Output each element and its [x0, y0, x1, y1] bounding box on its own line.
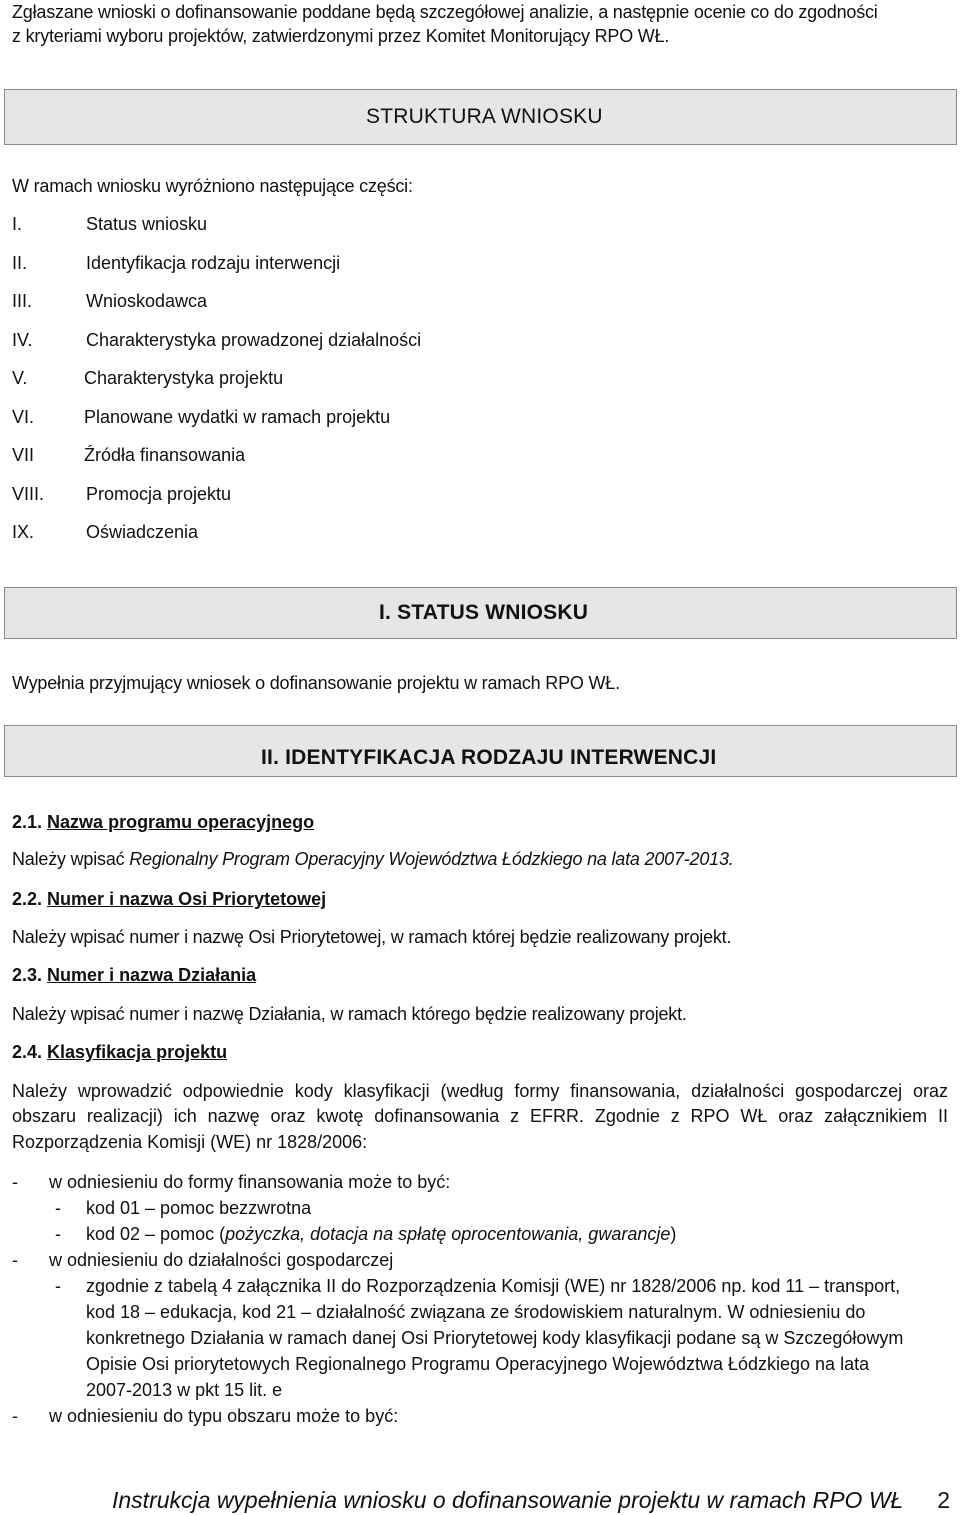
subsection-2-1-text [12, 847, 734, 872]
toc-number: VI. [12, 407, 35, 427]
text-italic: pożyczka, dotacja na spłatę oprocentowania, gwarancje [225, 1224, 671, 1244]
toc-number: VII [12, 445, 35, 465]
list-dash: - [12, 1250, 18, 1270]
structure-heading: STRUKTURA WNIOSKU [366, 105, 603, 128]
section-header-identification [4, 725, 957, 777]
subsection-title: Nazwa programu operacyjnego [47, 812, 315, 832]
toc-number: IV. [12, 330, 33, 350]
section-header-status [4, 587, 957, 639]
subsection-title: Numer i nazwa Działania [47, 965, 257, 985]
structure-lead: W ramach wniosku wyróżniono następujące części: [12, 176, 413, 196]
toc-label: Wnioskodawca [86, 291, 208, 311]
toc-number: V. [12, 368, 28, 388]
list-item-text: w odniesieniu do działalności gospodarczej [49, 1250, 394, 1270]
toc-label: Źródła finansowania [84, 445, 246, 465]
subsection-2-2-text: Należy wpisać numer i nazwę Osi Priorytetowej, w ramach której będzie realizowany projekt. [12, 927, 732, 947]
subsection-2-4-heading [12, 1040, 227, 1064]
toc-number: I. [12, 214, 23, 234]
toc-number: IX. [12, 522, 35, 542]
list-item-text-line: kod 18 – edukacja, kod 21 – działalność związana ze środowiskiem naturalnym. W odniesieniu do [86, 1302, 866, 1322]
intro-line-2: z kryteriami wyboru projektów, zatwierdzonymi przez Komitet Monitorujący RPO WŁ. [12, 26, 670, 46]
classification-paragraph-line-3: Rozporządzenia Komisji (WE) nr 1828/2006: [12, 1132, 368, 1152]
toc-label: Promocja projektu [86, 484, 232, 504]
toc-number: II. [12, 253, 28, 273]
toc-number: III. [12, 291, 33, 311]
toc-number: VIII. [12, 484, 45, 504]
list-item-text [86, 1221, 676, 1247]
status-text: Wypełnia przyjmujący wniosek o dofinansowanie projektu w ramach RPO WŁ. [12, 673, 620, 693]
program-name: Regionalny Program Operacyjny Województwa Łódzkiego na lata 2007-2013. [129, 849, 734, 869]
subsection-2-1-heading [12, 810, 314, 834]
list-item-text-line: 2007-2013 w pkt 15 lit. e [86, 1380, 283, 1400]
subsection-title: Klasyfikacja projektu [47, 1042, 228, 1062]
text-prefix: kod 02 – pomoc ( [86, 1224, 226, 1244]
list-dash: - [12, 1172, 18, 1192]
toc-label: Oświadczenia [86, 522, 199, 542]
list-item-text: w odniesieniu do formy finansowania może to być: [49, 1172, 451, 1192]
footer-title: Instrukcja wypełnienia wniosku o dofinansowanie projektu w ramach RPO WŁ [112, 1487, 904, 1513]
toc-label: Charakterystyka projektu [84, 368, 284, 388]
toc-label: Status wniosku [86, 214, 208, 234]
page-number: 2 [937, 1487, 950, 1513]
text-suffix: ) [670, 1224, 677, 1244]
list-item-text: w odniesieniu do typu obszaru może to być: [49, 1406, 399, 1426]
subsection-2-2-heading [12, 887, 326, 911]
subsection-number: 2.4. [12, 1042, 43, 1062]
status-heading: I. STATUS WNIOSKU [379, 601, 589, 624]
subsection-title: Numer i nazwa Osi Priorytetowej [47, 889, 327, 909]
list-dash: - [55, 1224, 61, 1244]
list-item-text-line: zgodnie z tabelą 4 załącznika II do Rozporządzenia Komisji (WE) nr 1828/2006 np. kod 11 – transport, [86, 1276, 901, 1296]
section-header-structure [4, 89, 957, 145]
list-dash: - [55, 1276, 61, 1296]
list-item-text-line: konkretnego Działania w ramach danej Osi Priorytetowej kody klasyfikacji podane są w Szczegółowym [86, 1328, 904, 1348]
identification-heading: II. IDENTYFIKACJA RODZAJU INTERWENCJI [261, 746, 717, 769]
toc-label: Identyfikacja rodzaju interwencji [86, 253, 341, 273]
subsection-number: 2.1. [12, 812, 43, 832]
subsection-2-3-text: Należy wpisać numer i nazwę Działania, w ramach którego będzie realizowany projekt. [12, 1004, 687, 1024]
list-item-text: kod 01 – pomoc bezzwrotna [86, 1198, 312, 1218]
toc-label: Planowane wydatki w ramach projektu [84, 407, 391, 427]
classification-paragraph-line-2: obszaru realizacji) ich nazwę oraz kwotę dofinansowania z EFRR. Zgodnie z RPO WŁ oraz załącznikiem II [12, 1106, 948, 1126]
subsection-number: 2.2. [12, 889, 43, 909]
list-dash: - [55, 1198, 61, 1218]
list-item-text-line: Opisie Osi priorytetowych Regionalnego Programu Operacyjnego Województwa Łódzkiego na lata [86, 1354, 870, 1374]
text-prefix: Należy wpisać [12, 849, 130, 869]
classification-paragraph-line-1: Należy wprowadzić odpowiednie kody klasyfikacji (według formy finansowania, działalności gospodarczej oraz [12, 1081, 948, 1101]
subsection-number: 2.3. [12, 965, 43, 985]
toc-label: Charakterystyka prowadzonej działalności [86, 330, 422, 350]
list-dash: - [12, 1406, 18, 1426]
intro-line-1: Zgłaszane wnioski o dofinansowanie poddane będą szczegółowej analizie, a następnie ocenie co do zgodności [12, 2, 878, 22]
subsection-2-3-heading [12, 963, 256, 987]
